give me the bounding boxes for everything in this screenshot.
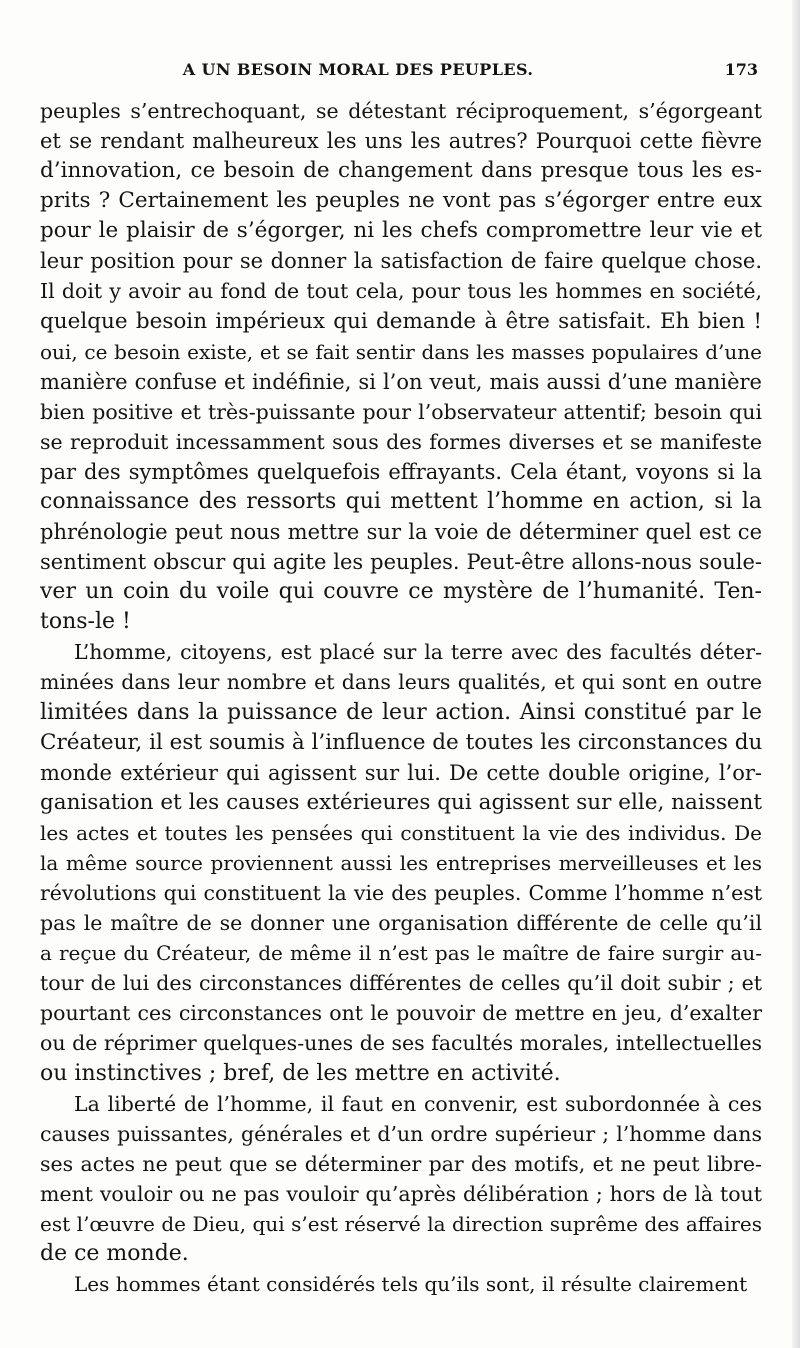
text-line: sentiment obscur qui agite les peuples. Peut-être allons-nous soule- [40,550,762,575]
text-line: ganisation et les causes extérieures qui agissent sur elle, naissent [40,789,762,815]
text-line: phrénologie peut nous mettre sur la voie de déterminer quel est ce [40,520,762,545]
text-line: bien positive et très-puissante pour l’observateur attentif; besoin qui [40,399,762,424]
text-line: peuples s’entrechoquant, se détestant réciproquement, s’égorgeant [40,99,762,123]
body-text [40,96,762,1299]
text-line: causes puissantes, générales et d’un ordre supérieur ; l’homme dans [40,1121,762,1146]
text-line: se reproduit incessamment sous des formes diverses et se manifeste [40,429,762,454]
text-line: monde extérieur qui agissent sur lui. De cette double origine, l’or- [40,760,762,785]
text-line: ou de réprimer quelques-unes de ses facultés morales, intellectuelles [40,1031,762,1056]
text-line: Les hommes étant considérés tels qu’ils sont, il résulte clairement [74,1272,748,1297]
text-line: quelque besoin impérieux qui demande à être satisfait. Eh bien ! [40,308,762,334]
text-line: révolutions qui constituent la vie des peuples. Comme l’homme n’est [40,881,762,906]
text-line: pour le plaisir de s’égorger, ni les chefs compromettre leur vie et [40,218,762,244]
text-line: ment vouloir ou ne pas vouloir qu’après délibération ; hors de là tout [40,1181,762,1206]
page-number: 173 [724,60,758,79]
text-line: pas le maître de se donner une organisation différente de celle qu’il [40,911,762,936]
text-line: la même source proviennent aussi les entreprises merveilleuses et les [40,850,762,875]
text-line: a reçue du Créateur, de même il n’est pas le maître de faire surgir au- [40,941,762,966]
text-line: tons-le ! [40,609,131,635]
text-line: manière confuse et indéfinie, si l’on veut, mais aussi d’une manière [40,369,762,394]
text-line: les actes et toutes les pensées qui constituent la vie des individus. De [40,820,762,845]
text-line: tour de lui des circonstances différentes de celles qu’il doit subir ; et [40,971,762,996]
text-line: oui, ce besoin existe, et se fait sentir dans les masses populaires d’une [40,339,762,364]
text-line: de ce monde. [40,1240,189,1266]
text-line: ou instinctives ; bref, de les mettre en activité. [40,1060,561,1086]
text-line: minées dans leur nombre et dans leurs qualités, et qui sont en outre [40,670,762,695]
text-line: ses actes ne peut que se déterminer par des motifs, et ne peut libre- [40,1151,762,1176]
text-line: par des symptômes quelquefois effrayants. Cela étant, voyons si la [40,459,762,484]
text-line: et se rendant malheureux les uns les autres? Pourquoi cette fièvre [40,129,762,154]
text-line: pourtant ces circonstances ont le pouvoir de mettre en jeu, d’exalter [40,1001,762,1026]
text-line: leur position pour se donner la satisfaction de faire quelque chose. [40,249,762,274]
running-head [40,60,758,84]
text-line: Créateur, il est soumis à l’influence de toutes les circonstances du [40,729,762,755]
text-line: d’innovation, ce besoin de changement dans presque tous les es- [40,158,762,184]
page-edge [792,0,800,1348]
text-line: est l’œuvre de Dieu, qui s’est réservé la direction suprême des affaires [40,1211,762,1236]
text-line: prits ? Certainement les peuples ne vont pas s’égorger entre eux [40,188,762,214]
text-line: La liberté de l’homme, il faut en convenir, est subordonnée à ces [74,1091,762,1116]
text-line: ver un coin du voile qui couvre ce mystère de l’humanité. Ten- [40,579,762,605]
text-line: L’homme, citoyens, est placé sur la terre avec des facultés déter- [74,640,762,665]
text-line: connaissance des ressorts qui mettent l’homme en action, si la [40,489,762,515]
text-line: Il doit y avoir au fond de tout cela, pour tous les hommes en société, [40,279,762,304]
text-line: limitées dans la puissance de leur action. Ainsi constitué par le [40,699,762,725]
running-title: A UN BESOIN MORAL DES PEUPLES. [182,60,534,79]
